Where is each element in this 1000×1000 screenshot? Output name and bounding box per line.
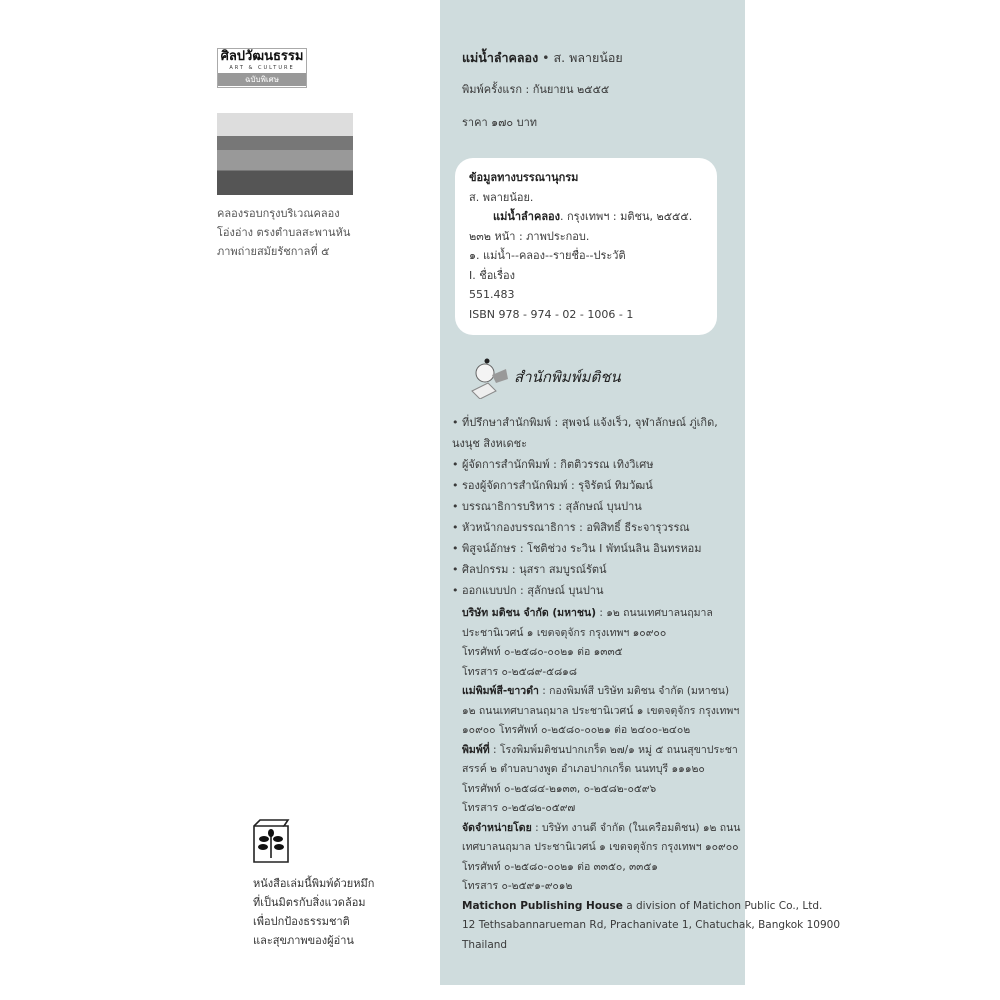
address-text: โทรสาร ๐-๒๕๘๙-๕๘๑๘ [462,665,577,678]
list-item: • รองผู้จัดการสำนักพิมพ์ : รุจิรัตน์ ทิมวัฒน์ [452,479,653,492]
cip-card: ข้อมูลทางบรรณานุกรม ส. พลายน้อย. แม่น้ำลำคลอง. กรุงเทพฯ : มติชน, ๒๕๕๕. ๒๓๒ หน้า : ภาพประกอบ. ๑. แม่น้ำ--คลอง--รายชื่อ--ประวัติ I. ชื่อเรื่อง 551.483 ISBN 978 - 974 - 02 - 1006 - 1 [455,158,717,335]
address-line [462,897,840,917]
address-text: โทรศัพท์ ๐-๒๕๘๐-๐๐๒๑ ต่อ ๓๓๕๐, ๓๓๕๑ [462,860,658,873]
list-item: นงนุช สิงหเดชะ [452,437,527,450]
list-item: • พิสูจน์อักษร : โชติช่วง ระวิน I พัทน์นลิน อินทรหอม [452,542,702,555]
address-text: สรรค์ ๒ ตำบลบางพูด อำเภอปากเกร็ด นนทบุรี ๑๑๑๒๐ [462,763,705,775]
address-text: ประชานิเวศน์ ๑ เขตจตุจักร กรุงเทพฯ ๑๐๙๐๐ [462,626,667,639]
publisher-logo: สำนักพิมพ์มติชน [470,355,510,403]
address-line [462,799,840,819]
address-text: Thailand [462,938,508,951]
address-line [462,643,840,663]
list-item: • ผู้จัดการสำนักพิมพ์ : กิตติวรรณ เทิงวิเศษ [452,458,654,471]
address-line [462,663,840,683]
eco-note: หนังสือเล่มนี้พิมพ์ด้วยหมึก ที่เป็นมิตรกับสิ่งแวดล้อม เพื่อปกป้องธรรมชาติ และสุขภาพของผู้อ่าน [253,877,375,947]
isbn: ISBN 978 - 974 - 02 - 1006 - 1 [469,307,634,321]
staff-list [452,412,718,601]
address-line [462,702,840,722]
photo-caption: คลองรอบกรุงบริเวณคลอง โอ่งอ่าง ตรงตำบลสะพานหัน ภาพถ่ายสมัยรัชกาลที่ ๕ [217,207,351,258]
address-line [462,819,840,839]
address-line [462,916,840,936]
book-title-line: แม่น้ำลำคลอง • ส. พลายน้อย [462,50,623,65]
address-line [462,858,840,878]
address-text: : ๑๒ ถนนเทศบาลนฤมาล [596,607,713,619]
address-line [462,936,840,956]
first-print: พิมพ์ครั้งแรก : กันยายน ๒๕๕๕ [462,83,610,96]
address-text: โทรศัพท์ ๐-๒๕๘๔-๒๑๓๓, ๐-๒๕๘๒-๐๕๙๖ [462,782,657,795]
address-label: บริษัท มติชน จำกัด (มหาชน) [462,607,597,619]
address-label: พิมพ์ที่ [462,743,490,756]
address-line [462,604,840,624]
canal-photo [217,113,353,195]
eco-book-leaf-icon [252,818,290,864]
cip-heading: ข้อมูลทางบรรณานุกรม [469,171,579,184]
address-text: a division of Matichon Public Co., Ltd. [622,899,823,912]
publisher-addresses [462,604,840,955]
address-line [462,624,840,644]
address-label: Matichon Publishing House [462,899,623,912]
list-item: • ออกแบบปก : สุลักษณ์ บุนปาน [452,584,604,597]
address-line [462,682,840,702]
list-item: • ที่ปรึกษาสำนักพิมพ์ : สุพจน์ แจ้งเร็ว, จุฬาลักษณ์ ภู่เกิด, [452,416,718,429]
address-text: : โรงพิมพ์มติชนปากเกร็ด ๒๗/๑ หมู่ ๕ ถนนสุขาประชา [489,743,738,756]
list-item: • หัวหน้ากองบรรณาธิการ : อพิสิทธิ์ ธีระจารุวรรณ [452,521,690,534]
magazine-logo: ศิลปวัฒนธรรม ART & CULTURE ฉบับพิเศษ [217,48,307,88]
address-text: ๑๒ ถนนเทศบาลนฤมาล ประชานิเวศน์ ๑ เขตจตุจักร กรุงเทพฯ [462,704,740,717]
address-label: จัดจำหน่ายโดย [462,821,532,834]
address-line [462,741,840,761]
address-line [462,877,840,897]
address-text: โทรสาร ๐-๒๕๙๑-๙๐๑๒ [462,880,573,892]
address-text: : บริษัท งานดี จำกัด (ในเครือมติชน) ๑๒ ถนน [531,821,741,834]
address-text: เทศบาลนฤมาล ประชานิเวศน์ ๑ เขตจตุจักร กรุงเทพฯ ๑๐๙๐๐ [462,841,739,853]
list-item: • บรรณาธิการบริหาร : สุลักษณ์ บุนปาน [452,500,642,513]
list-item: • ศิลปกรรม : นุสรา สมบูรณ์รัตน์ [452,563,607,576]
address-line [462,780,840,800]
cip-title: แม่น้ำลำคลอง. กรุงเทพฯ : มติชน, ๒๕๕๕. [493,210,693,223]
reading-child-icon [470,355,510,399]
address-line [462,760,840,780]
address-text: โทรสาร ๐-๒๕๘๒-๐๕๙๗ [462,802,576,814]
price: ราคา ๑๗๐ บาท [462,116,537,129]
address-label: แม่พิมพ์สี-ขาวดำ [462,685,539,697]
address-text: โทรศัพท์ ๐-๒๕๘๐-๐๐๒๑ ต่อ ๑๓๓๕ [462,646,623,658]
address-text: 12 Tethsabannarueman Rd, Prachanivate 1, Chatuchak, Bangkok 10900 [462,919,840,931]
address-line [462,838,840,858]
address-text: ๑๐๙๐๐ โทรศัพท์ ๐-๒๕๘๐-๐๐๒๑ ต่อ ๒๔๐๐-๒๔๐๒ [462,724,691,736]
address-text: : กองพิมพ์สี บริษัท มติชน จำกัด (มหาชน) [538,685,730,697]
address-line [462,721,840,741]
